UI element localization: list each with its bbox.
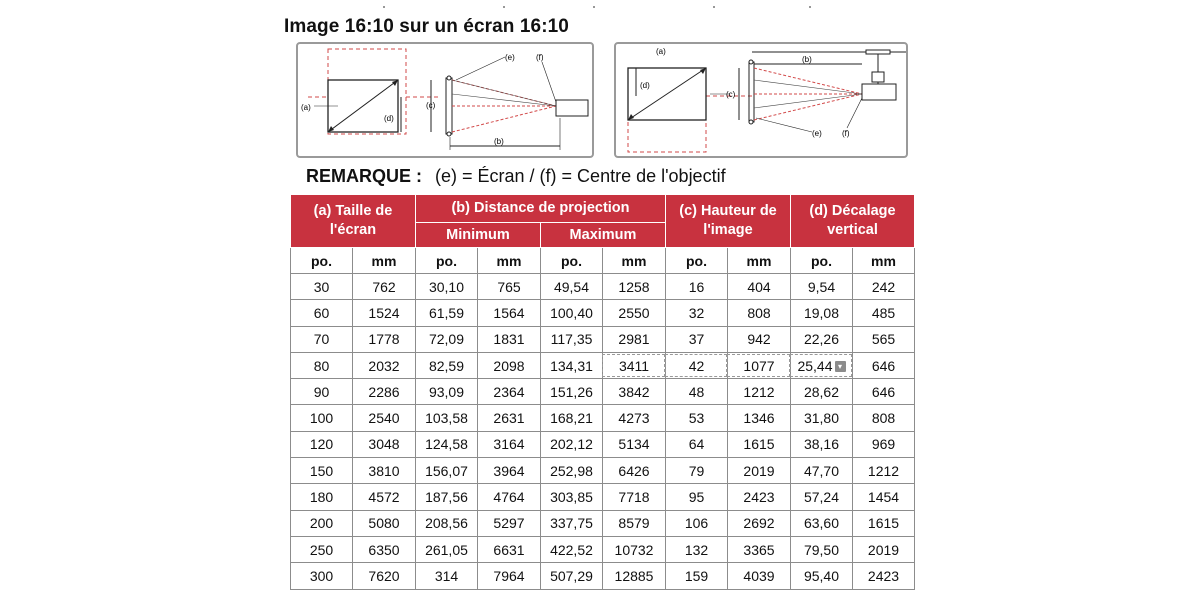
table-cell: 22,26 [791,326,853,352]
table-cell: 942 [728,326,791,352]
table-cell: 4273 [603,405,666,431]
table-cell: 2098 [478,352,541,378]
table-cell: 16 [666,274,728,300]
table-cell: 31,80 [791,405,853,431]
table-cell: 485 [853,300,915,326]
table-cell: 3810 [353,458,416,484]
table-cell: 1778 [353,326,416,352]
table-cell: 9,54 [791,274,853,300]
table-cell: 72,09 [416,326,478,352]
table-cell: 3365 [728,536,791,562]
table-cell: 314 [416,563,478,589]
table-cell: 64 [666,431,728,457]
table-cell: 300 [291,563,353,589]
table-cell: 242 [853,274,915,300]
table-row [291,458,915,484]
table-cell: 1346 [728,405,791,431]
table-cell[interactable] [603,352,666,378]
table-cell: 156,07 [416,458,478,484]
table-cell: 2032 [353,352,416,378]
table-cell: 6631 [478,536,541,562]
table-cell: 70 [291,326,353,352]
chevron-down-icon[interactable]: ▾ [835,361,846,372]
table-cell: 53 [666,405,728,431]
table-cell: 3964 [478,458,541,484]
table-cell: 79,50 [791,536,853,562]
table-cell: 3048 [353,431,416,457]
table-cell: 10732 [603,536,666,562]
table-cell: 159 [666,563,728,589]
table-cell: 95 [666,484,728,510]
table-cell: 106 [666,510,728,536]
label-d: (d) [640,81,650,90]
label-e: (e) [505,53,515,62]
diagram-ceiling-install [614,42,908,158]
table-row [291,536,915,562]
header-maximum: Maximum [541,223,666,248]
diagram-floor-install [296,42,594,158]
table-cell: 765 [478,274,541,300]
table-cell: 208,56 [416,510,478,536]
table-cell: 103,58 [416,405,478,431]
table-cell: 28,62 [791,379,853,405]
table-cell: 303,85 [541,484,603,510]
table-cell: 8579 [603,510,666,536]
table-cell: 2423 [728,484,791,510]
table-cell: 7620 [353,563,416,589]
table-cell: 1524 [353,300,416,326]
table-cell: 3164 [478,431,541,457]
table-cell[interactable] [666,352,728,378]
table-cell: 646 [853,379,915,405]
table-row [291,563,915,589]
table-cell: 4764 [478,484,541,510]
table-cell: 261,05 [416,536,478,562]
table-cell: 2364 [478,379,541,405]
unit-cell: po. [291,248,353,274]
header-projection-distance: (b) Distance de projection [416,195,666,223]
table-row [291,431,915,457]
cell-value: 3411 [618,357,650,374]
header-vertical-offset: (d) Décalage vertical [791,195,915,248]
table-cell: 47,70 [791,458,853,484]
table-cell: 2019 [853,536,915,562]
unit-cell: mm [853,248,915,274]
label-e: (e) [812,129,822,138]
table-cell: 37 [666,326,728,352]
table-cell: 2540 [353,405,416,431]
table-cell: 1615 [853,510,915,536]
table-row [291,379,915,405]
table-cell: 117,35 [541,326,603,352]
table-row [291,326,915,352]
table-cell: 93,09 [416,379,478,405]
table-cell: 168,21 [541,405,603,431]
table-cell: 30 [291,274,353,300]
table-cell: 2423 [853,563,915,589]
table-cell: 82,59 [416,352,478,378]
label-a: (a) [301,103,311,112]
table-cell: 61,59 [416,300,478,326]
table-cell: 2550 [603,300,666,326]
header-minimum: Minimum [416,223,541,248]
label-f: (f) [842,129,850,138]
table-cell: 124,58 [416,431,478,457]
table-cell: 57,24 [791,484,853,510]
table-cell: 90 [291,379,353,405]
table-cell: 808 [853,405,915,431]
table-cell: 1212 [853,458,915,484]
table-cell[interactable] [791,352,853,378]
table-cell: 79 [666,458,728,484]
unit-cell: po. [666,248,728,274]
table-cell: 337,75 [541,510,603,536]
table-cell: 1212 [728,379,791,405]
table-cell: 252,98 [541,458,603,484]
table-cell: 1258 [603,274,666,300]
table-cell: 1454 [853,484,915,510]
label-a: (a) [656,47,666,56]
table-cell: 1564 [478,300,541,326]
table-row [291,352,915,378]
table-cell: 422,52 [541,536,603,562]
unit-cell: po. [541,248,603,274]
table-cell: 2631 [478,405,541,431]
table-cell: 19,08 [791,300,853,326]
table-cell: 100,40 [541,300,603,326]
table-cell: 6350 [353,536,416,562]
table-cell: 250 [291,536,353,562]
cell-value: 1077 [743,357,775,374]
page-title: Image 16:10 sur un écran 16:10 [284,16,569,37]
header-screen-size: (a) Taille de l'écran [291,195,416,248]
table-cell: 646 [853,352,915,378]
table-cell: 134,31 [541,352,603,378]
note-text: (e) = Écran / (f) = Centre de l'objectif [435,166,726,186]
label-c: (c) [726,90,736,99]
table-cell: 808 [728,300,791,326]
table-cell: 12885 [603,563,666,589]
table-row [291,510,915,536]
table-cell: 969 [853,431,915,457]
table-cell: 1831 [478,326,541,352]
table-cell: 80 [291,352,353,378]
unit-cell: mm [478,248,541,274]
table-cell: 151,26 [541,379,603,405]
table-row [291,274,915,300]
label-d: (d) [384,114,394,123]
unit-cell: mm [353,248,416,274]
cell-value: 25,44 [797,357,833,374]
header-image-height: (c) Hauteur de l'image [666,195,791,248]
table-cell: 150 [291,458,353,484]
table-cell: 38,16 [791,431,853,457]
table-cell: 95,40 [791,563,853,589]
table-cell: 7964 [478,563,541,589]
table-cell: 2286 [353,379,416,405]
cell-value: 42 [688,357,705,374]
label-f: (f) [536,53,544,62]
table-cell: 5080 [353,510,416,536]
table-cell: 4572 [353,484,416,510]
table-cell: 5134 [603,431,666,457]
table-cell: 762 [353,274,416,300]
table-cell: 100 [291,405,353,431]
table-cell: 404 [728,274,791,300]
label-b: (b) [494,137,504,146]
note-label: REMARQUE : [306,166,422,186]
table-cell[interactable] [728,352,791,378]
table-cell: 60 [291,300,353,326]
table-cell: 4039 [728,563,791,589]
table-cell: 48 [666,379,728,405]
note [306,166,726,187]
unit-cell: po. [791,248,853,274]
table-cell: 180 [291,484,353,510]
table-cell: 507,29 [541,563,603,589]
table-cell: 202,12 [541,431,603,457]
table-cell: 49,54 [541,274,603,300]
table-cell: 3842 [603,379,666,405]
table-cell: 2692 [728,510,791,536]
table-cell: 2981 [603,326,666,352]
table-row [291,484,915,510]
table-cell: 30,10 [416,274,478,300]
label-b: (b) [802,55,812,64]
table-cell: 63,60 [791,510,853,536]
table-cell: 1615 [728,431,791,457]
unit-cell: mm [728,248,791,274]
projection-table [290,194,915,590]
table-row [291,405,915,431]
table-cell: 5297 [478,510,541,536]
unit-cell: mm [603,248,666,274]
table-cell: 120 [291,431,353,457]
top-edge-marks [380,4,840,10]
units-row [291,248,915,274]
unit-cell: po. [416,248,478,274]
table-cell: 200 [291,510,353,536]
table-cell: 6426 [603,458,666,484]
table-cell: 32 [666,300,728,326]
table-cell: 565 [853,326,915,352]
table-cell: 132 [666,536,728,562]
table-cell: 187,56 [416,484,478,510]
table-cell: 7718 [603,484,666,510]
table-cell: 2019 [728,458,791,484]
table-row [291,300,915,326]
label-c: (c) [426,101,436,110]
